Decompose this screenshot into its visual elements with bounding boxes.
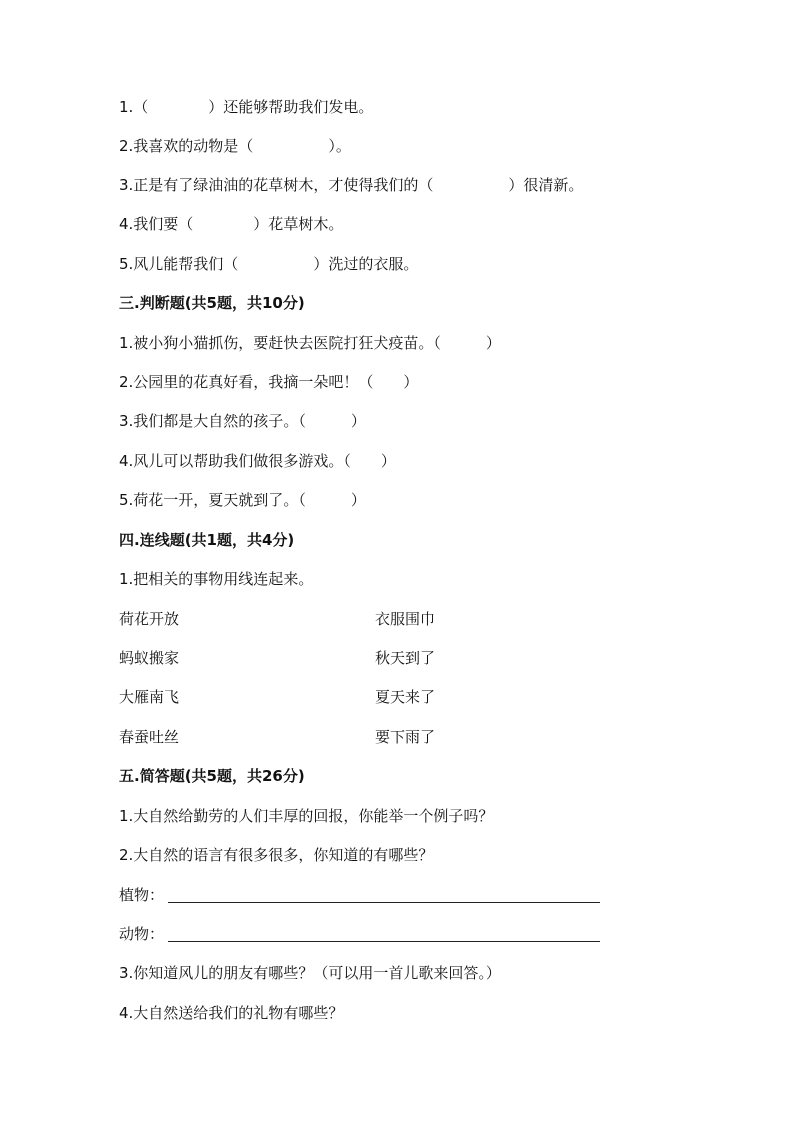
short-answer-q1: 1.大自然给勤劳的人们丰厚的回报，你能举一个例子吗？ [119, 807, 494, 825]
short-answer-q4: 4.大自然送给我们的礼物有哪些？ [119, 1004, 344, 1022]
plant-label: 植物： [119, 886, 165, 904]
match-right-item-4: 要下雨了 [375, 728, 436, 746]
judge-item-2: 2.公园里的花真好看，我摘一朵吧！（ ） [119, 373, 419, 391]
fill-blank-item-5: 5.风儿能帮我们（ ）洗过的衣服。 [119, 255, 419, 273]
section-match-heading: 四.连线题(共1题，共4分) [119, 531, 295, 549]
fill-blank-item-2: 2.我喜欢的动物是（ ）。 [119, 137, 351, 155]
fill-blank-item-4: 4.我们要（ ）花草树木。 [119, 215, 344, 233]
fill-blank-item-3: 3.正是有了绿油油的花草树木，才使得我们的（ ）很清新。 [119, 176, 584, 194]
section-judge-heading: 三.判断题(共5题，共10分) [119, 294, 305, 312]
fill-blank-item-1: 1.（ ）还能够帮助我们发电。 [119, 98, 374, 116]
judge-item-1: 1.被小狗小猫抓伤，要赶快去医院打狂犬疫苗。（ ） [119, 334, 501, 352]
animal-answer-line[interactable] [168, 941, 600, 942]
match-left-item-3: 大雁南飞 [119, 688, 180, 706]
section-short-answer-heading: 五.简答题(共5题，共26分) [119, 767, 305, 785]
match-left-item-4: 春蚕吐丝 [119, 728, 180, 746]
match-left-item-1: 荷花开放 [119, 610, 180, 628]
match-right-item-3: 夏天来了 [375, 688, 436, 706]
match-right-item-1: 衣服围巾 [375, 610, 436, 628]
short-answer-q3: 3.你知道风儿的朋友有哪些？（可以用一首儿歌来回答。） [119, 964, 501, 982]
judge-item-5: 5.荷花一开，夏天就到了。（ ） [119, 491, 366, 509]
judge-item-4: 4.风儿可以帮助我们做很多游戏。（ ） [119, 452, 396, 470]
match-right-item-2: 秋天到了 [375, 649, 436, 667]
plant-answer-line[interactable] [168, 902, 600, 903]
judge-item-3: 3.我们都是大自然的孩子。（ ） [119, 412, 366, 430]
animal-label: 动物： [119, 925, 165, 943]
match-left-item-2: 蚂蚁搬家 [119, 649, 180, 667]
short-answer-q2: 2.大自然的语言有很多很多，你知道的有哪些？ [119, 846, 434, 864]
match-question: 1.把相关的事物用线连起来。 [119, 570, 314, 588]
